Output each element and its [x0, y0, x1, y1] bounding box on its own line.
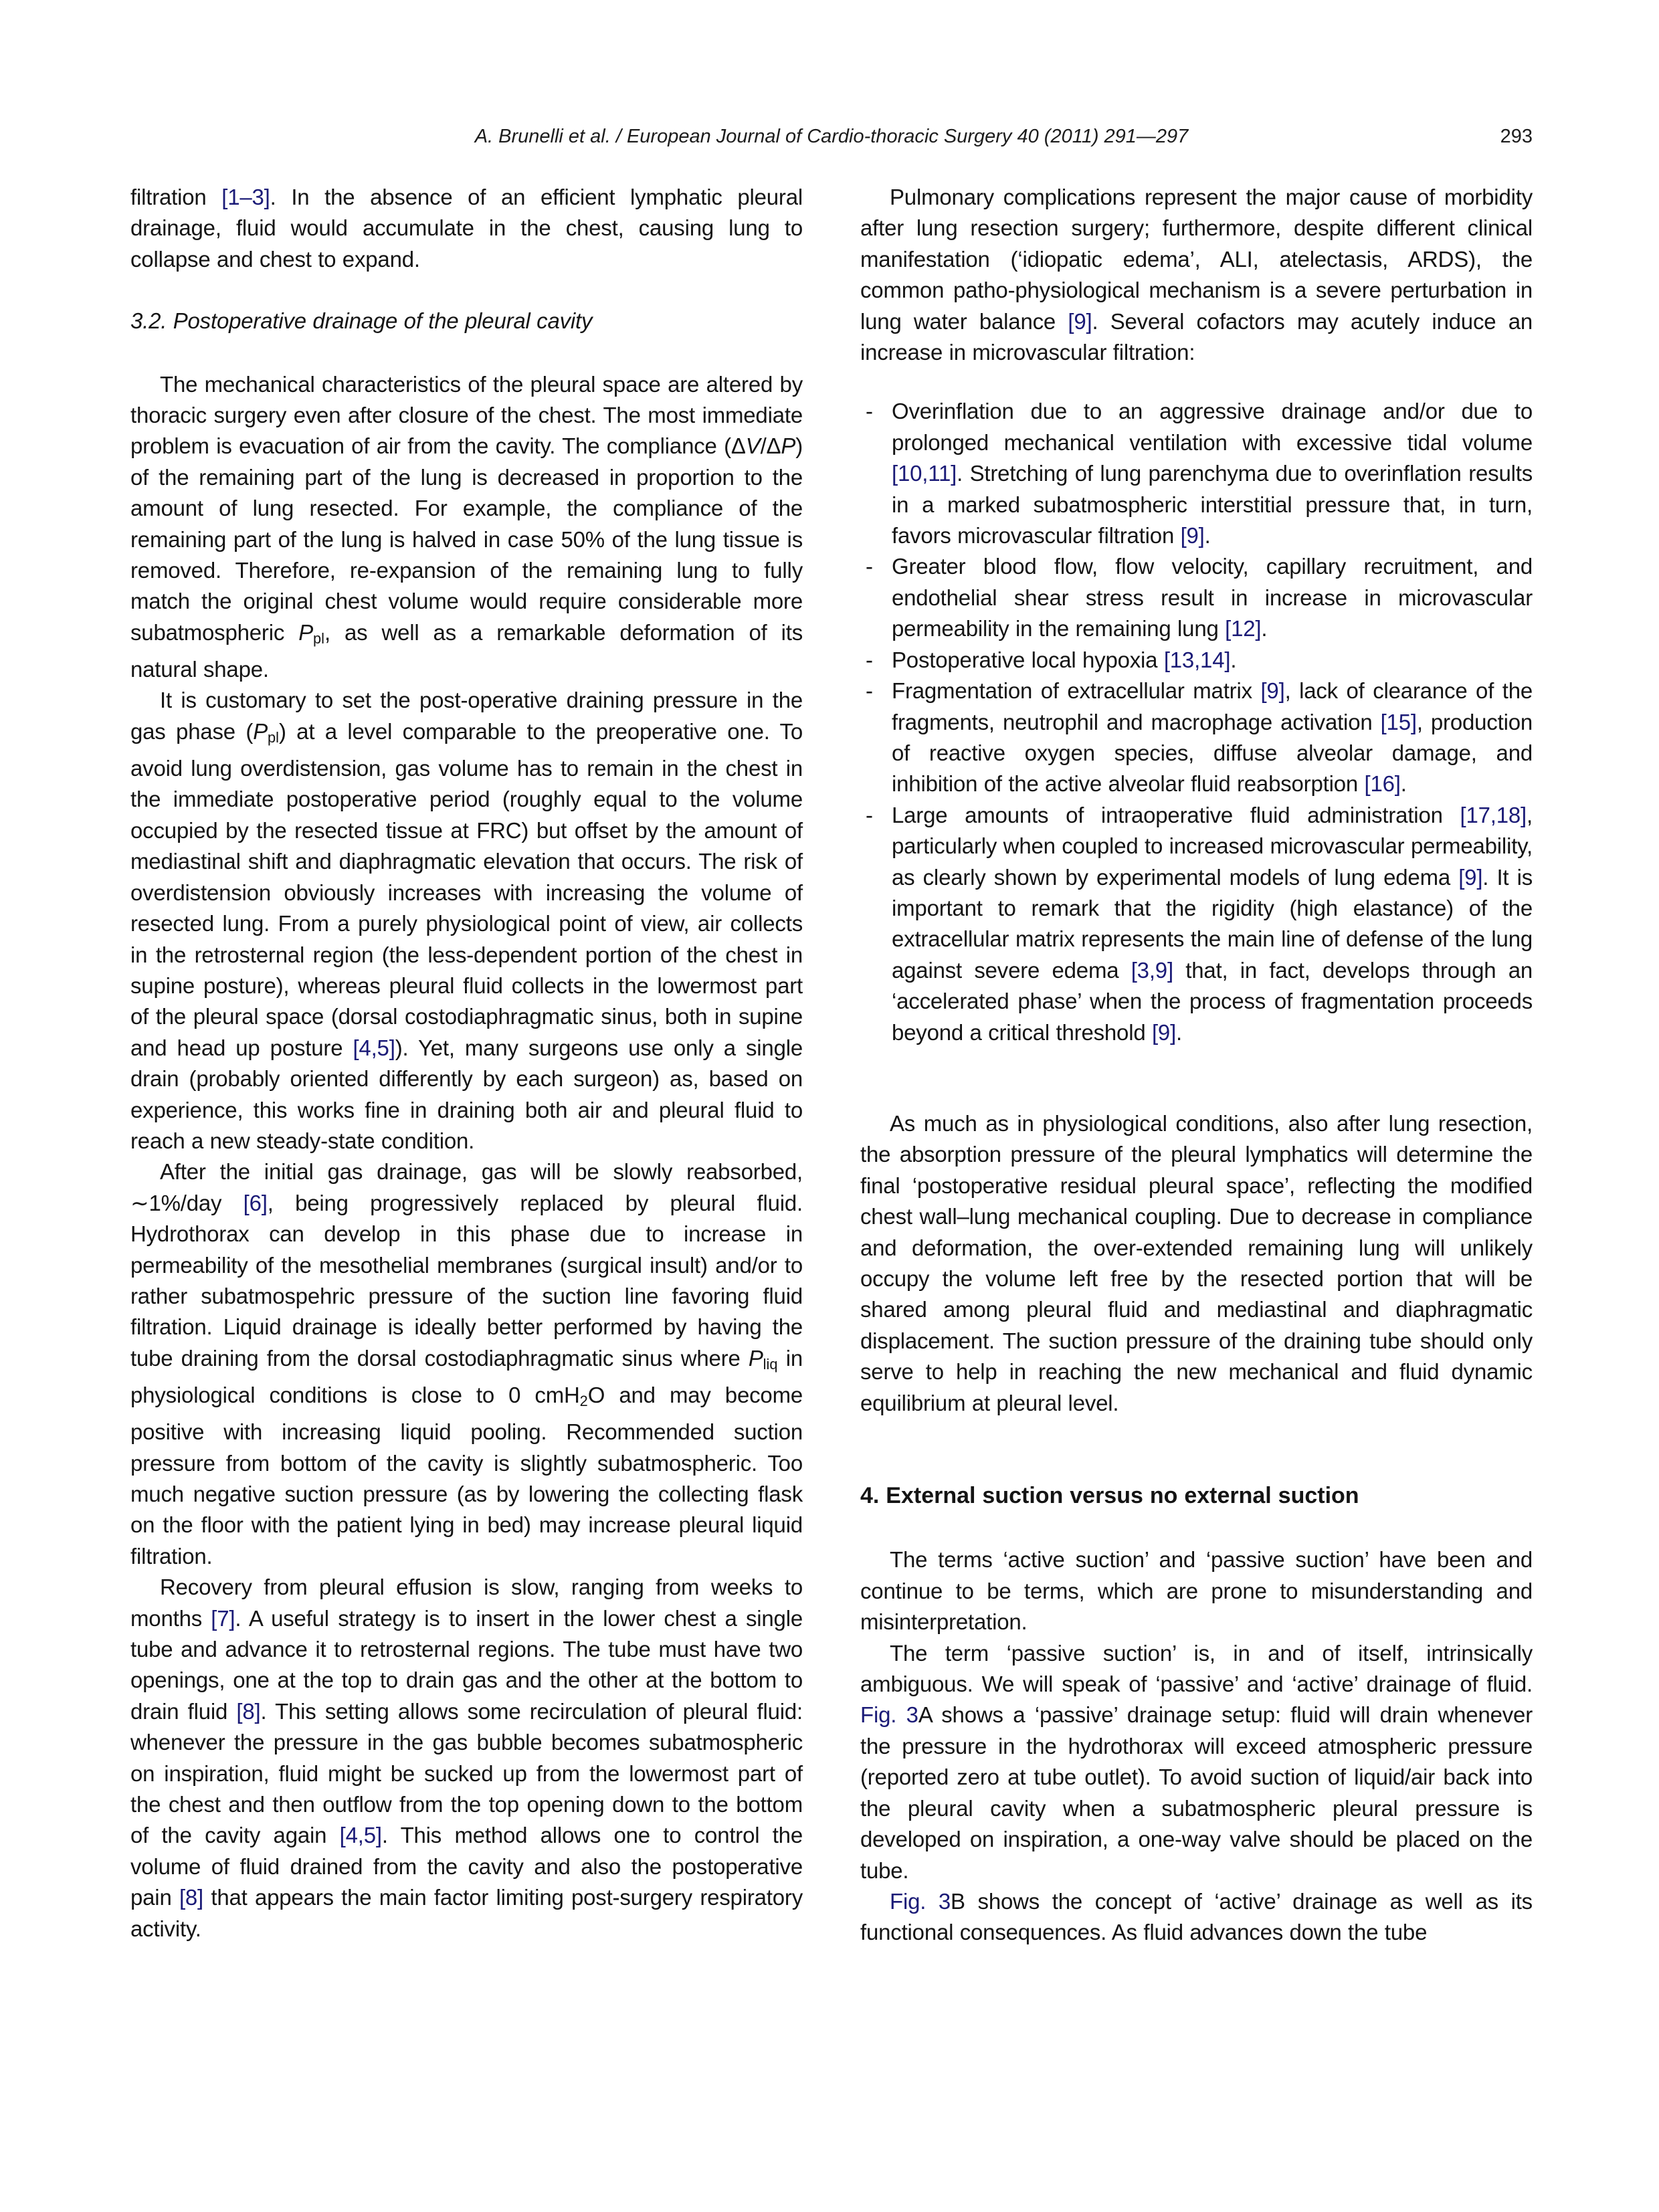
citation-link[interactable]: [9]: [1180, 523, 1205, 548]
citation-link[interactable]: [8]: [179, 1885, 204, 1910]
right-column: [860, 182, 1533, 1948]
text-run: Postoperative local hypoxia: [892, 647, 1164, 672]
text-run: . Several cofactors may acutely induce an increase in microvascular filtration:: [860, 308, 1533, 365]
text-run: B shows the concept of ‘active’ drainage as well as its functional consequences. As fluid advances down the tube: [860, 1888, 1533, 1945]
paragraph: [130, 182, 803, 275]
citation-link[interactable]: [9]: [1151, 1019, 1177, 1045]
bullet-marker: -: [866, 399, 873, 424]
text-run: Greater blood flow, flow velocity, capillary recruitment, and endothelial shear stress result in increase in microvascular permeability in the remaining lung: [892, 554, 1533, 641]
citation-link[interactable]: [12]: [1225, 616, 1262, 641]
text-run: , being progressively replaced by pleural fluid. Hydrothorax can develop in this phase due to increase in permeability of the mesothelial membranes (surgical insult) and/or to rather subatmospehric pressure of the suction line favoring fluid filtration. Liquid drainage is ideally better performed by having the tube draining from the dorsal costodiaphragmatic sinus where: [130, 1190, 803, 1371]
paragraph: [860, 182, 1533, 368]
paragraph: [130, 685, 803, 1157]
citation-link[interactable]: [6]: [243, 1190, 268, 1215]
text-run: P: [253, 718, 268, 744]
bullet-item: [860, 396, 1533, 551]
running-head: A. Brunelli et al. / European Journal of Cardio-thoracic Surgery 40 (2011) 291—297: [474, 126, 1189, 147]
text-run: .: [1400, 771, 1407, 797]
text-run: 2: [579, 1392, 588, 1409]
bullet-item: [860, 800, 1533, 1048]
bullet-marker: -: [866, 802, 873, 827]
text-run: The terms ‘active suction’ and ‘passive suction’ have been and continue to be terms, which are prone to misunderstanding and misinterpretation.: [860, 1547, 1533, 1635]
citation-link[interactable]: [15]: [1380, 709, 1417, 734]
text-run: V: [745, 433, 761, 459]
text-run: P: [781, 433, 796, 459]
bullet-item: [860, 551, 1533, 644]
citation-link[interactable]: [9]: [1458, 864, 1483, 890]
section-heading-section-3-2: 3.2. Postoperative drainage of the pleural cavity: [130, 308, 593, 334]
paragraph: [860, 1544, 1533, 1637]
text-run: . It is important to remark that the rigidity (high elastance) of the extracellular matrix represents the main line of defense of the lung against severe edema: [892, 864, 1533, 983]
text-run: ). Yet, many surgeons use only a single drain (probably oriented differently by each surgeon) as, based on experience, this works fine in draining both air and pleural fluid to reach a new steady-state condition.: [130, 1035, 803, 1153]
text-run: filtration: [130, 185, 222, 209]
bullet-item: [860, 645, 1533, 676]
text-run: . This method allows one to control the volume of fluid drained from the cavity and also the postoperative pain: [130, 1823, 803, 1910]
text-run: P: [298, 619, 314, 645]
text-run: , particularly when coupled to increased microvascular permeability, as clearly shown by experimental models of lung edema: [892, 802, 1533, 890]
text-run: pl: [268, 728, 279, 746]
citation-link[interactable]: [16]: [1364, 771, 1401, 797]
text-run: P: [748, 1345, 763, 1371]
citation-link[interactable]: [17,18]: [1460, 802, 1527, 827]
text-run: After the initial gas drainage, gas will be slowly reabsorbed, ∼1%/day: [130, 1159, 803, 1215]
two-column-body: [130, 182, 1533, 1948]
citation-link[interactable]: [9]: [1260, 678, 1285, 704]
text-run: A shows a ‘passive’ drainage setup: fluid will drain whenever the pressure in the hydrothorax will exceed atmospheric pressure (reported zero at tube outlet). To avoid suction of liquid/air back into the pleural cavity when a subatmospheric pleural pressure is developed on inspiration, a one-way valve should be placed on the tube.: [860, 1702, 1533, 1883]
text-run: Large amounts of intraoperative fluid administration: [892, 802, 1460, 827]
text-run: in physiological conditions is close to 0 cmH: [130, 1345, 803, 1407]
text-run: .: [1261, 616, 1268, 641]
text-run: . In the absence of an efficient lymphatic pleural drainage, fluid would accumulate in the chest, causing lung to collapse and chest to expand.: [130, 185, 803, 272]
citation-link[interactable]: [7]: [211, 1605, 235, 1631]
text-run: O and may become positive with increasing liquid pooling. Recommended suction pressure from bottom of the cavity is slightly subatmospheric. Too much negative suction pressure (as by lowering the collecting flask on the floor with the patient lying in bed) may increase pleural liquid filtration.: [130, 1382, 803, 1569]
text-run: , production of reactive oxygen species, diffuse alveolar damage, and inhibition of the active alveolar fluid reabsorption: [892, 709, 1533, 797]
text-run: The term ‘passive suction’ is, in and of itself, intrinsically ambiguous. We will speak of ‘passive’ and ‘active’ drainage of fluid.: [860, 1640, 1533, 1697]
citation-link[interactable]: [1–3]: [221, 185, 270, 209]
text-run: ) of the remaining part of the lung is decreased in proportion to the amount of lung resected. For example, the compliance of the remaining part of the lung is halved in case 50% of the lung tissue is removed. Therefore, re-expansion of the remaining lung to fully match the original chest volume would require considerable more subatmospheric: [130, 433, 803, 645]
page-number: 293: [1500, 126, 1533, 147]
text-run: liq: [763, 1355, 778, 1373]
text-run: . A useful strategy is to insert in the lower chest a single tube and advance it to retrosternal regions. The tube must have two openings, one at the top to drain gas and the other at the bottom to drain fluid: [130, 1605, 803, 1724]
paragraph: [860, 1886, 1533, 1948]
citation-link[interactable]: [13,14]: [1163, 647, 1231, 672]
text-run: The mechanical characteristics of the pleural space are altered by thoracic surgery even after closure of the chest. The most immediate problem is evacuation of air from the cavity. The compliance (Δ: [130, 371, 803, 459]
citation-link[interactable]: [9]: [1068, 308, 1092, 334]
citation-link[interactable]: [4,5]: [339, 1823, 382, 1848]
left-column: [130, 182, 803, 1948]
citation-link[interactable]: [4,5]: [353, 1035, 395, 1060]
figure-link[interactable]: Fig. 3: [890, 1888, 951, 1914]
text-run: . This setting allows some recirculation of pleural fluid: whenever the pressure in the gas bubble becomes subatmospheric on inspiration, fluid might be sucked up from the lowermost part of the chest and then outflow from the top opening down to the bottom of the cavity again: [130, 1698, 803, 1848]
text-run: pl: [313, 629, 324, 647]
paragraph: [130, 1572, 803, 1944]
section-heading-section-4: 4. External suction versus no external suction: [860, 1483, 1359, 1509]
figure-link[interactable]: Fig. 3: [860, 1702, 918, 1728]
paragraph: [130, 369, 803, 686]
text-run: , lack of clearance of the fragments, neutrophil and macrophage activation: [892, 678, 1533, 734]
text-run: As much as in physiological conditions, also after lung resection, the absorption pressure of the pleural lymphatics will determine the final ‘postoperative residual pleural space’, reflecting the modified chest wall–lung mechanical coupling. Due to decrease in compliance and deformation, the over-extended remaining lung will unlikely occupy the volume left free by the resected portion that will be shared among pleural fluid and mediastinal and diaphragmatic displacement. The suction pressure of the draining tube should only serve to help in reaching the new mechanical and fluid dynamic equilibrium at pleural level.: [860, 1110, 1533, 1415]
text-run: . Stretching of lung parenchyma due to overinflation results in a marked subatmospheric interstitial pressure that, in turn, favors microvascular filtration: [892, 461, 1533, 548]
bullet-marker: -: [866, 678, 873, 704]
citation-link[interactable]: [8]: [236, 1698, 261, 1724]
text-run: Recovery from pleural effusion is slow, ranging from weeks to months: [130, 1575, 803, 1631]
bullet-list: [860, 396, 1533, 1048]
text-run: ) at a level comparable to the preoperative one. To avoid lung overdistension, gas volume has to remain in the chest in the immediate postoperative period (roughly equal to the volume occupied by the resected tissue at FRC) but offset by the amount of mediastinal shift and diaphragmatic elevation that occurs. The risk of overdistension obviously increases with increasing the volume of resected lung. From a purely physiological point of view, air collects in the retrosternal region (the less-dependent portion of the chest in supine posture), whereas pleural fluid collects in the lowermost part of the pleural space (dorsal costodiaphragmatic sinus, both in supine and head up posture: [130, 718, 803, 1060]
text-run: It is customary to set the post-operative draining pressure in the gas phase (: [130, 688, 803, 744]
paragraph: [860, 1638, 1533, 1886]
text-run: that appears the main factor limiting post-surgery respiratory activity.: [130, 1885, 803, 1941]
bullet-marker: -: [866, 554, 873, 579]
bullet-item: [860, 676, 1533, 800]
paragraph: [130, 1157, 803, 1572]
text-run: Overinflation due to an aggressive drainage and/or due to prolonged mechanical ventilation with excessive tidal volume: [892, 399, 1533, 455]
text-run: Fragmentation of extracellular matrix: [892, 678, 1261, 704]
text-run: .: [1204, 523, 1211, 548]
text-run: /Δ: [760, 433, 781, 459]
text-run: that, in fact, develops through an ‘accelerated phase’ when the process of fragmentation proceeds beyond a critical threshold: [892, 957, 1533, 1045]
text-run: .: [1176, 1019, 1183, 1045]
text-run: , as well as a remarkable deformation of its natural shape.: [130, 619, 803, 682]
paragraph: [860, 1108, 1533, 1419]
citation-link[interactable]: [10,11]: [892, 461, 957, 486]
citation-link[interactable]: [3,9]: [1131, 957, 1173, 983]
bullet-marker: -: [866, 647, 873, 672]
text-run: Pulmonary complications represent the major cause of morbidity after lung resection surgery; furthermore, despite different clinical manifestation (‘idiopatic edema’, ALI, atelectasis, ARDS), the common patho-physiological mechanism is a severe perturbation in lung water balance: [860, 185, 1533, 334]
text-run: .: [1230, 647, 1237, 672]
